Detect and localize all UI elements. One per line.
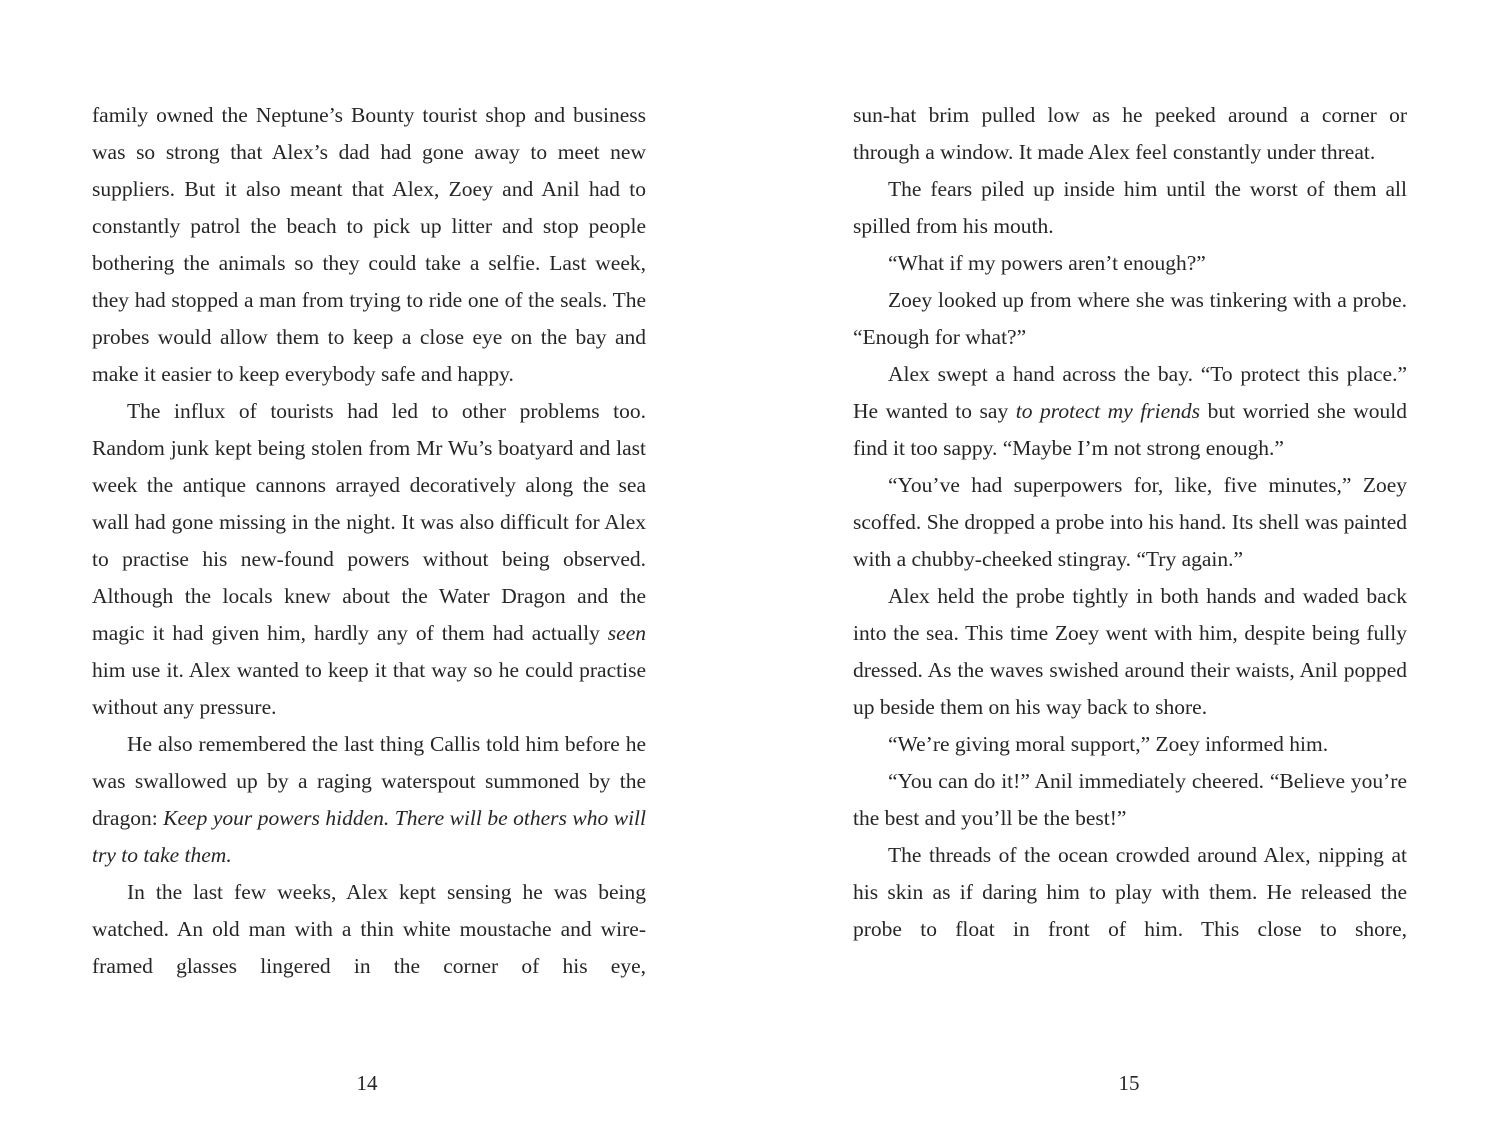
paragraph: In the last few weeks, Alex kept sensing he was being watched. An old man with a thin white moustache and wire-framed glasses lingered in the corner of his eye, — [92, 880, 646, 978]
paragraph: The influx of tourists had led to other problems too. Random junk kept being stolen from Mr Wu’s boatyard and last week the antique cannons arrayed decoratively along the sea wall had gone missing in the night. It was also difficult for Alex to practise his new-found powers without being observed. Although the locals knew about the Water Dragon and the magic it had given him, hardly any of them had actually seen him use it. Alex wanted to keep it that way so he could practise without any pressure. — [92, 399, 646, 719]
italic-text: to protect my friends — [1015, 399, 1201, 423]
paragraph: sun-hat brim pulled low as he peeked around a corner or through a window. It made Alex feel constantly under threat. — [853, 103, 1407, 164]
right-page-text — [853, 97, 1407, 1037]
paragraph: Alex held the probe tightly in both hands and waded back into the sea. This time Zoey went with him, despite being fully dressed. As the waves swished around their waists, Anil popped up beside them on his way back to shore. — [853, 584, 1407, 719]
left-page-text — [92, 97, 646, 1037]
paragraph: “What if my powers aren’t enough?” — [888, 251, 1206, 275]
paragraph: “You can do it!” Anil immediately cheered. “Believe you’re the best and you’ll be the best!” — [853, 769, 1407, 830]
paragraph: The fears piled up inside him until the worst of them all spilled from his mouth. — [853, 177, 1407, 238]
paragraph: “You’ve had superpowers for, like, five minutes,” Zoey scoffed. She dropped a probe into his hand. Its shell was painted with a chubby-cheeked stingray. “Try again.” — [853, 473, 1407, 571]
page-number-right: 15 — [1118, 1071, 1140, 1095]
paragraph: The threads of the ocean crowded around Alex, nipping at his skin as if daring him to play with them. He released the probe to float in front of him. This close to shore, — [853, 843, 1407, 941]
paragraph: He also remembered the last thing Callis told him before he was swallowed up by a raging waterspout summoned by the dragon: Keep your powers hidden. There will be others who will try to take them. — [92, 732, 646, 867]
italic-text: Keep your powers hidden. There will be others who will try to take them. — [92, 806, 646, 867]
paragraph: Zoey looked up from where she was tinkering with a probe. “Enough for what?” — [853, 288, 1407, 349]
paragraph: “We’re giving moral support,” Zoey informed him. — [888, 732, 1329, 756]
italic-text: seen — [607, 621, 646, 645]
paragraph: Alex swept a hand across the bay. “To protect this place.” He wanted to say to protect my friends but worried she would find it too sappy. “Maybe I’m not strong enough.” — [853, 362, 1407, 460]
paragraph: family owned the Neptune’s Bounty tourist shop and business was so strong that Alex’s dad had gone away to meet new suppliers. But it also meant that Alex, Zoey and Anil had to constantly patrol the beach to pick up litter and stop people bothering the animals so they could take a selfie. Last week, they had stopped a man from trying to ride one of the seals. The probes would allow them to keep a close eye on the bay and make it easier to keep everybody safe and happy. — [92, 103, 646, 386]
page-number-left: 14 — [356, 1071, 378, 1095]
